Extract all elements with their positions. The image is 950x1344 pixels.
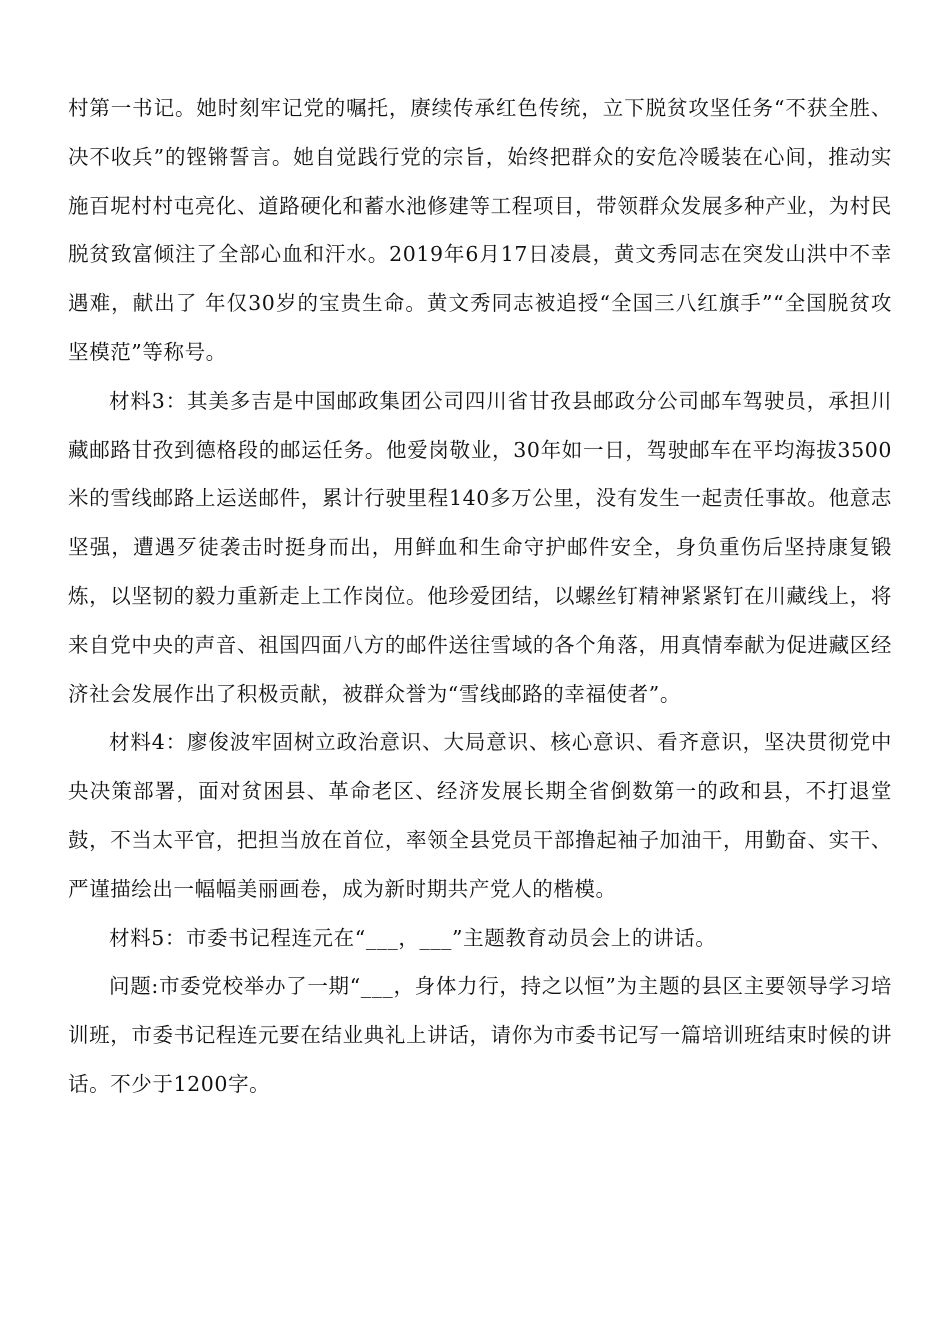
- paragraph-material-3: 材料3：其美多吉是中国邮政集团公司四川省甘孜县邮政分公司邮车驾驶员，承担川藏邮路甘孜到德格段的邮运任务。他爱岗敬业，30年如一日，驾驶邮车在平均海拔3500米的雪线邮路上运送邮件，累计行驶里程140多万公里，没有发生一起责任事故。他意志坚强，遭遇歹徒袭击时挺身而出，用鲜血和生命守护邮件安全，身负重伤后坚持康复锻炼，以坚韧的毅力重新走上工作岗位。他珍爱团结，以螺丝钉精神紧紧钉在川藏线上，将来自党中央的声音、祖国四面八方的邮件送往雪域的各个角落，用真情奉献为促进藏区经济社会发展作出了积极贡献，被群众誉为“雪线邮路的幸福使者”。: [68, 388, 892, 706]
- document-page: [68, 84, 892, 1109]
- paragraph-huang-wenxiu: 村第一书记。她时刻牢记党的嘱托，赓续传承红色传统，立下脱贫攻坚任务“不获全胜、决不收兵”的铿锵誓言。她自觉践行党的宗旨，始终把群众的安危冷暖装在心间，推动实施百坭村村屯亮化、道路硬化和蓄水池修建等工程项目，带领群众发展多种产业，为村民脱贫致富倾注了全部心血和汗水。2019年6月17日凌晨，黄文秀同志在突发山洪中不幸遇难，献出了 年仅30岁的宝贵生命。黄文秀同志被追授“全国三八红旗手”“全国脱贫攻坚模范”等称号。: [68, 96, 892, 364]
- paragraph-question: 问题:市委党校举办了一期“___，身体力行，持之以恒”为主题的县区主要领导学习培训班，市委书记程连元要在结业典礼上讲话，请你为市委书记写一篇培训班结束时候的讲话。不少于1200字。: [68, 974, 892, 1096]
- paragraph-material-4: 材料4：廖俊波牢固树立政治意识、大局意识、核心意识、看齐意识，坚决贯彻党中央决策部署，面对贫困县、革命老区、经济发展长期全省倒数第一的政和县，不打退堂鼓，不当太平官，把担当放在首位，率领全县党员干部撸起袖子加油干，用勤奋、实干、严谨描绘出一幅幅美丽画卷，成为新时期共产党人的楷模。: [68, 730, 892, 901]
- paragraph-material-5: 材料5：市委书记程连元在“___，___”主题教育动员会上的讲话。: [109, 925, 717, 950]
